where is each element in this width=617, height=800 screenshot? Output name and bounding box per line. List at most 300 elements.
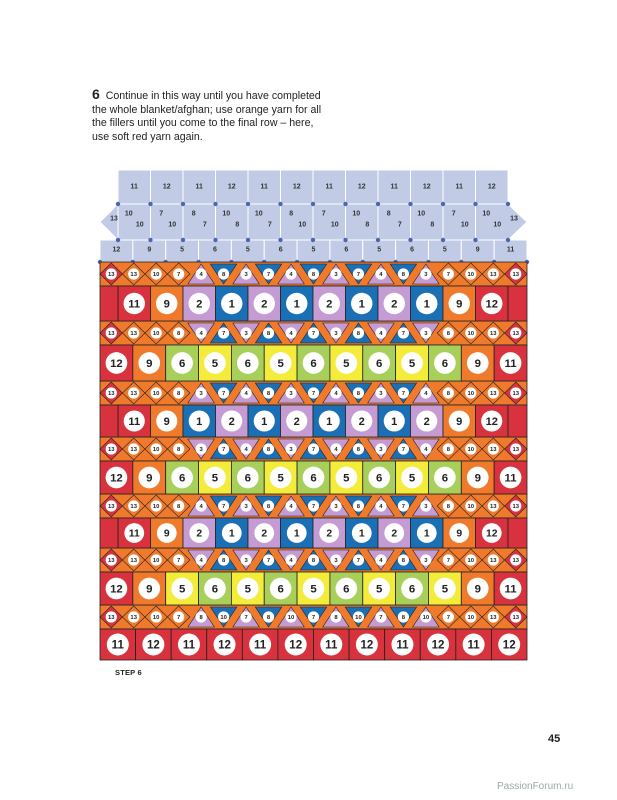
join-dot (441, 238, 445, 242)
motif-badge-label: 6 (178, 472, 186, 485)
filler-badge-label: 8 (401, 272, 406, 279)
motif-badge-label: 5 (441, 583, 449, 596)
filler-badge-label: 8 (446, 331, 450, 338)
top-cell-label: 7 (451, 210, 456, 218)
filler-badge-label: 8 (401, 558, 406, 565)
filler-badge-label: 7 (311, 447, 316, 454)
top-cell-label: 7 (202, 221, 207, 229)
motif-badge-label: 9 (163, 528, 170, 540)
motif-badge-label: 9 (456, 298, 463, 311)
filler-badge-label: 8 (446, 504, 450, 511)
join-dot (213, 202, 217, 206)
motif-badge-label: 1 (261, 415, 268, 428)
top-cell-label: 12 (112, 246, 121, 254)
filler-badge-label: 4 (199, 331, 203, 338)
filler-badge-label: 10 (467, 272, 475, 279)
motif-badge-label: 9 (456, 415, 463, 428)
top-cell-label: 5 (245, 246, 250, 254)
filler-badge-label: 10 (467, 558, 475, 565)
filler-badge-label: 8 (266, 504, 271, 511)
filler-badge-label: 13 (130, 504, 137, 511)
motif-badge-label: 5 (310, 583, 317, 596)
motif-badge-label: 12 (110, 472, 123, 485)
filler-badge-label: 10 (152, 558, 160, 565)
top-cell-label: 11 (195, 183, 203, 191)
filler-badge-label: 10 (152, 447, 160, 454)
filler-badge-label: 3 (334, 331, 338, 338)
edge-triangle (100, 405, 118, 437)
filler-badge-label: 13 (107, 447, 115, 454)
top-cell-label: 7 (159, 210, 164, 218)
filler-badge-label: 3 (424, 331, 428, 338)
filler-badge-label: 10 (467, 391, 475, 398)
motif-badge-label: 6 (343, 583, 350, 596)
filler-badge-label: 7 (311, 504, 316, 511)
filler-badge-label: 8 (266, 615, 271, 622)
filler-badge-label: 4 (199, 272, 203, 279)
filler-badge-label: 8 (401, 615, 406, 622)
top-cell-label: 5 (180, 246, 185, 254)
top-cell-label: 12 (227, 183, 236, 191)
filler-badge-label: 13 (512, 558, 520, 565)
motif-badge-label: 9 (456, 528, 463, 540)
top-cell-label: 5 (311, 246, 316, 254)
motif-badge-label: 2 (196, 528, 203, 540)
top-cell-label: 6 (410, 246, 414, 254)
filler-badge-label: 8 (266, 331, 271, 338)
filler-badge-label: 8 (177, 447, 181, 454)
filler-badge-label: 7 (221, 504, 226, 511)
motif-badge-label: 11 (128, 528, 140, 540)
join-dot (278, 202, 282, 206)
top-cell-label: 9 (475, 246, 480, 254)
bottom-badge-label: 12 (289, 639, 303, 652)
top-cell-label: 10 (222, 210, 231, 218)
top-cell-label: 5 (442, 246, 447, 254)
motif-badge-label: 11 (504, 583, 517, 596)
filler-badge-label: 7 (379, 615, 383, 622)
motif-badge-label: 1 (423, 528, 430, 540)
filler-badge-label: 13 (490, 391, 497, 398)
motif-badge-label: 5 (211, 472, 219, 485)
filler-badge-label: 7 (401, 391, 406, 398)
filler-badge-label: 7 (266, 272, 271, 279)
join-dot (376, 238, 380, 242)
top-cell-label: 7 (321, 210, 326, 218)
join-dot (181, 202, 185, 206)
filler-badge-label: 3 (289, 447, 293, 454)
filler-badge-label: 3 (334, 558, 338, 565)
motif-badge-label: 2 (358, 415, 365, 428)
filler-badge-label: 4 (379, 272, 383, 279)
top-cell-label: 11 (260, 183, 268, 191)
motif-badge-label: 5 (376, 583, 383, 596)
motif-badge-label: 9 (146, 357, 153, 370)
join-dot (408, 202, 412, 206)
watermark: PassionForum.ru (497, 781, 574, 792)
filler-badge-label: 13 (490, 447, 497, 454)
join-dot (343, 202, 347, 206)
filler-badge-label: 4 (289, 504, 293, 511)
filler-badge-label: 13 (130, 447, 137, 454)
motif-badge-label: 2 (423, 415, 430, 428)
join-dot (506, 238, 510, 242)
motif-badge-label: 2 (228, 415, 235, 428)
motif-badge-label: 2 (391, 298, 398, 311)
motif-badge-label: 1 (358, 298, 365, 311)
filler-badge-label: 10 (152, 331, 160, 338)
motif-badge-label: 12 (110, 583, 123, 596)
top-cell-label: 7 (397, 221, 402, 229)
bottom-badge-label: 11 (325, 639, 338, 652)
filler-badge-label: 10 (422, 615, 430, 622)
motif-badge-label: 5 (343, 357, 350, 370)
filler-badge-label: 7 (221, 447, 226, 454)
filler-badge-label: 13 (490, 331, 497, 338)
join-dot (473, 202, 477, 206)
top-cell-label: 12 (357, 183, 366, 191)
filler-badge-label: 7 (177, 558, 181, 565)
motif-badge-label: 11 (128, 415, 141, 428)
filler-badge-label: 3 (379, 447, 383, 454)
filler-badge-label: 7 (401, 331, 406, 338)
filler-badge-label: 10 (152, 615, 160, 622)
join-dot (246, 238, 250, 242)
filler-badge-label: 7 (356, 558, 361, 565)
top-edge-label: 13 (510, 215, 518, 223)
join-dot (116, 202, 120, 206)
filler-badge-label: 3 (379, 391, 383, 398)
top-cell-label: 10 (417, 210, 426, 218)
motif-badge-label: 9 (146, 472, 153, 485)
edge-triangle (100, 518, 118, 548)
motif-badge-label: 9 (163, 298, 170, 311)
filler-badge-label: 13 (107, 504, 115, 511)
filler-badge-label: 13 (490, 504, 497, 511)
bottom-badge-label: 11 (254, 639, 267, 652)
filler-badge-label: 3 (424, 558, 428, 565)
motif-badge-label: 9 (474, 583, 481, 596)
filler-badge-label: 3 (244, 272, 248, 279)
filler-badge-label: 7 (311, 615, 316, 622)
motif-badge-label: 6 (244, 472, 251, 485)
top-cell-label: 12 (162, 183, 171, 191)
motif-badge-label: 6 (178, 357, 186, 370)
filler-badge-label: 7 (446, 615, 450, 622)
filler-badge-label: 7 (177, 615, 181, 622)
motif-badge-label: 5 (408, 472, 416, 485)
join-dot (213, 238, 217, 242)
join-dot (181, 238, 185, 242)
filler-badge-label: 10 (467, 447, 475, 454)
top-cell-label: 11 (130, 183, 138, 191)
join-dot (148, 202, 152, 206)
filler-badge-label: 10 (355, 615, 362, 622)
filler-badge-label: 13 (130, 272, 137, 279)
join-dot (278, 238, 282, 242)
filler-badge-label: 13 (107, 272, 115, 279)
motif-badge-label: 6 (310, 357, 317, 370)
filler-badge-label: 4 (244, 391, 248, 398)
step-label: STEP 6 (115, 668, 142, 677)
motif-badge-label: 2 (326, 298, 333, 311)
motif-badge-label: 1 (228, 528, 235, 540)
filler-badge-label: 13 (107, 558, 115, 565)
motif-badge-label: 12 (110, 357, 123, 370)
filler-badge-label: 8 (446, 447, 450, 454)
join-dot (376, 202, 380, 206)
filler-badge-label: 3 (424, 272, 428, 279)
filler-badge-label: 4 (334, 391, 338, 398)
top-cell-label: 12 (292, 183, 301, 191)
top-cell-label: 8 (430, 221, 435, 229)
top-cell-label: 10 (298, 221, 307, 229)
filler-badge-label: 7 (446, 272, 450, 279)
motif-badge-label: 1 (293, 298, 300, 311)
filler-badge-label: 7 (266, 558, 271, 565)
filler-badge-label: 8 (356, 447, 361, 454)
join-dot (441, 202, 445, 206)
filler-badge-label: 7 (446, 558, 450, 565)
filler-badge-label: 7 (311, 331, 316, 338)
top-cell-label: 10 (168, 221, 177, 229)
top-cell-label: 6 (344, 246, 349, 254)
top-cell-label: 10 (135, 221, 144, 229)
motif-badge-label: 12 (485, 415, 498, 428)
bottom-badge-label: 12 (431, 639, 445, 652)
filler-badge-label: 4 (424, 447, 428, 454)
filler-badge-label: 3 (199, 447, 203, 454)
filler-badge-label: 4 (199, 504, 203, 511)
motif-badge-label: 9 (163, 415, 170, 428)
filler-badge-label: 4 (289, 272, 293, 279)
top-cell-label: 11 (390, 183, 398, 191)
filler-badge-label: 4 (289, 331, 293, 338)
join-dot (116, 238, 120, 242)
join-dot (311, 202, 315, 206)
filler-badge-label: 7 (221, 391, 226, 398)
motif-badge-label: 1 (391, 415, 398, 428)
filler-badge-label: 8 (177, 504, 181, 511)
join-dot (246, 202, 250, 206)
edge-triangle (100, 286, 118, 321)
filler-badge-label: 4 (199, 558, 203, 565)
filler-badge-label: 10 (467, 504, 475, 511)
motif-badge-label: 2 (391, 528, 398, 540)
bottom-badge-label: 12 (146, 639, 160, 652)
filler-badge-label: 13 (512, 447, 520, 454)
filler-badge-label: 7 (401, 447, 406, 454)
filler-badge-label: 13 (490, 558, 497, 565)
top-cell-label: 8 (235, 221, 240, 229)
top-cell-label: 11 (506, 246, 515, 254)
filler-badge-label: 13 (107, 391, 115, 398)
motif-badge-label: 6 (441, 472, 449, 485)
filler-badge-label: 4 (244, 447, 248, 454)
motif-badge-label: 5 (343, 472, 350, 485)
instruction-number: 6 (92, 86, 100, 102)
filler-badge-label: 13 (490, 272, 497, 279)
filler-badge-label: 13 (512, 331, 520, 338)
top-cell-label: 12 (487, 183, 496, 191)
motif-badge-label: 6 (376, 357, 383, 370)
top-cell-label: 10 (330, 221, 339, 229)
filler-badge-label: 8 (177, 391, 181, 398)
motif-badge-label: 6 (408, 583, 416, 596)
motif-badge-label: 6 (244, 357, 251, 370)
bottom-badge-label: 12 (502, 639, 516, 652)
top-cell-label: 10 (352, 210, 361, 218)
top-cell-label: 8 (191, 210, 196, 218)
top-cell-label: 6 (213, 246, 217, 254)
filler-badge-label: 8 (266, 447, 271, 454)
filler-badge-label: 3 (244, 558, 248, 565)
edge-triangle (508, 518, 527, 548)
bottom-badge-label: 11 (182, 639, 196, 652)
motif-badge-label: 2 (261, 528, 268, 540)
motif-badge-label: 9 (474, 472, 481, 485)
motif-badge-label: 5 (277, 357, 284, 370)
filler-badge-label: 8 (356, 331, 361, 338)
motif-badge-label: 2 (196, 298, 203, 311)
motif-badge-label: 6 (376, 472, 383, 485)
motif-badge-label: 12 (485, 528, 498, 540)
filler-badge-label: 13 (130, 331, 137, 338)
filler-badge-label: 8 (221, 272, 226, 279)
filler-badge-label: 8 (334, 615, 338, 622)
join-dot (311, 238, 315, 242)
bottom-badge-label: 11 (467, 639, 480, 652)
top-cell-label: 10 (254, 210, 263, 218)
filler-badge-label: 10 (287, 615, 295, 622)
filler-badge-label: 7 (311, 391, 316, 398)
top-cell-label: 11 (325, 183, 333, 191)
motif-badge-label: 1 (358, 528, 365, 540)
motif-badge-label: 2 (293, 415, 300, 428)
motif-badge-label: 2 (326, 528, 333, 540)
join-dot (148, 238, 152, 242)
filler-badge-label: 4 (334, 447, 338, 454)
filler-badge-label: 8 (266, 391, 271, 398)
filler-badge-label: 7 (401, 504, 406, 511)
top-cell-label: 8 (386, 210, 391, 218)
motif-badge-label: 6 (277, 583, 284, 596)
filler-badge-label: 13 (107, 331, 115, 338)
motif-badge-label: 1 (423, 298, 430, 311)
filler-badge-label: 4 (379, 331, 383, 338)
bottom-badge-label: 11 (396, 639, 409, 652)
top-cell-label: 10 (493, 221, 502, 229)
motif-badge-label: 11 (504, 472, 517, 485)
instruction-body: Continue in this way until you have completed the whole blanket/afghan; use orange yarn for all the fillers until you come to the final row – here, use soft red yarn again. (92, 90, 322, 143)
top-cell-label: 5 (377, 246, 382, 254)
filler-badge-label: 3 (289, 391, 293, 398)
motif-badge-label: 5 (244, 583, 251, 596)
motif-badge-label: 1 (326, 415, 333, 428)
motif-badge-label: 6 (441, 357, 449, 370)
top-cell-label: 10 (482, 210, 491, 218)
filler-badge-label: 8 (311, 272, 316, 279)
motif-badge-label: 9 (474, 357, 481, 370)
filler-badge-label: 10 (152, 391, 160, 398)
filler-badge-label: 3 (334, 272, 338, 279)
top-edge-label: 13 (110, 215, 118, 223)
filler-badge-label: 13 (512, 504, 520, 511)
motif-badge-label: 9 (146, 583, 153, 596)
filler-badge-label: 7 (356, 272, 361, 279)
motif-badge-label: 12 (485, 298, 499, 311)
bottom-badge-label: 12 (218, 639, 231, 652)
filler-badge-label: 8 (446, 391, 450, 398)
filler-badge-label: 13 (130, 615, 137, 622)
filler-badge-label: 3 (424, 504, 428, 511)
top-cell-label: 6 (278, 246, 283, 254)
motif-badge-label: 1 (196, 415, 203, 428)
filler-badge-label: 3 (334, 504, 338, 511)
filler-badge-label: 8 (199, 615, 203, 622)
top-cell-label: 7 (267, 221, 272, 229)
filler-badge-label: 3 (199, 391, 203, 398)
top-cell-label: 8 (365, 221, 370, 229)
join-dot (506, 202, 510, 206)
motif-badge-label: 2 (261, 298, 268, 311)
filler-badge-label: 8 (311, 558, 316, 565)
motif-badge-label: 6 (211, 583, 219, 596)
edge-triangle (508, 405, 527, 437)
top-cell-label: 10 (124, 210, 133, 218)
filler-badge-label: 4 (424, 391, 428, 398)
motif-badge-label: 6 (310, 472, 317, 485)
motif-badge-label: 5 (211, 357, 219, 370)
filler-badge-label: 7 (244, 615, 248, 622)
filler-badge-label: 7 (177, 272, 181, 279)
filler-badge-label: 10 (152, 272, 160, 279)
join-dot (343, 238, 347, 242)
filler-badge-label: 10 (152, 504, 160, 511)
motif-badge-label: 1 (228, 298, 235, 311)
filler-badge-label: 10 (220, 615, 227, 622)
top-cell-label: 9 (147, 246, 152, 254)
filler-badge-label: 4 (379, 558, 383, 565)
filler-badge-label: 7 (221, 331, 226, 338)
edge-triangle (508, 286, 527, 321)
top-cell-label: 8 (289, 210, 294, 218)
top-cell-label: 11 (455, 183, 463, 191)
filler-badge-label: 13 (512, 615, 520, 622)
filler-badge-label: 3 (244, 331, 248, 338)
bottom-badge-label: 11 (111, 639, 124, 652)
motif-badge-label: 5 (178, 583, 186, 596)
join-dot (473, 238, 477, 242)
filler-badge-label: 13 (130, 558, 137, 565)
filler-badge-label: 3 (244, 504, 248, 511)
filler-badge-label: 8 (356, 391, 361, 398)
filler-badge-label: 13 (107, 615, 115, 622)
filler-badge-label: 8 (356, 504, 361, 511)
filler-badge-label: 4 (379, 504, 383, 511)
filler-badge-label: 10 (467, 331, 475, 338)
filler-badge-label: 10 (467, 615, 475, 622)
motif-badge-label: 5 (277, 472, 284, 485)
motif-badge-label: 1 (293, 528, 300, 540)
filler-badge-label: 8 (221, 558, 226, 565)
page-number: 45 (548, 733, 561, 745)
top-cell-label: 12 (422, 183, 431, 191)
motif-badge-label: 5 (408, 357, 416, 370)
top-cell-label: 10 (460, 221, 469, 229)
motif-badge-label: 11 (128, 298, 141, 311)
filler-badge-label: 13 (512, 391, 520, 398)
